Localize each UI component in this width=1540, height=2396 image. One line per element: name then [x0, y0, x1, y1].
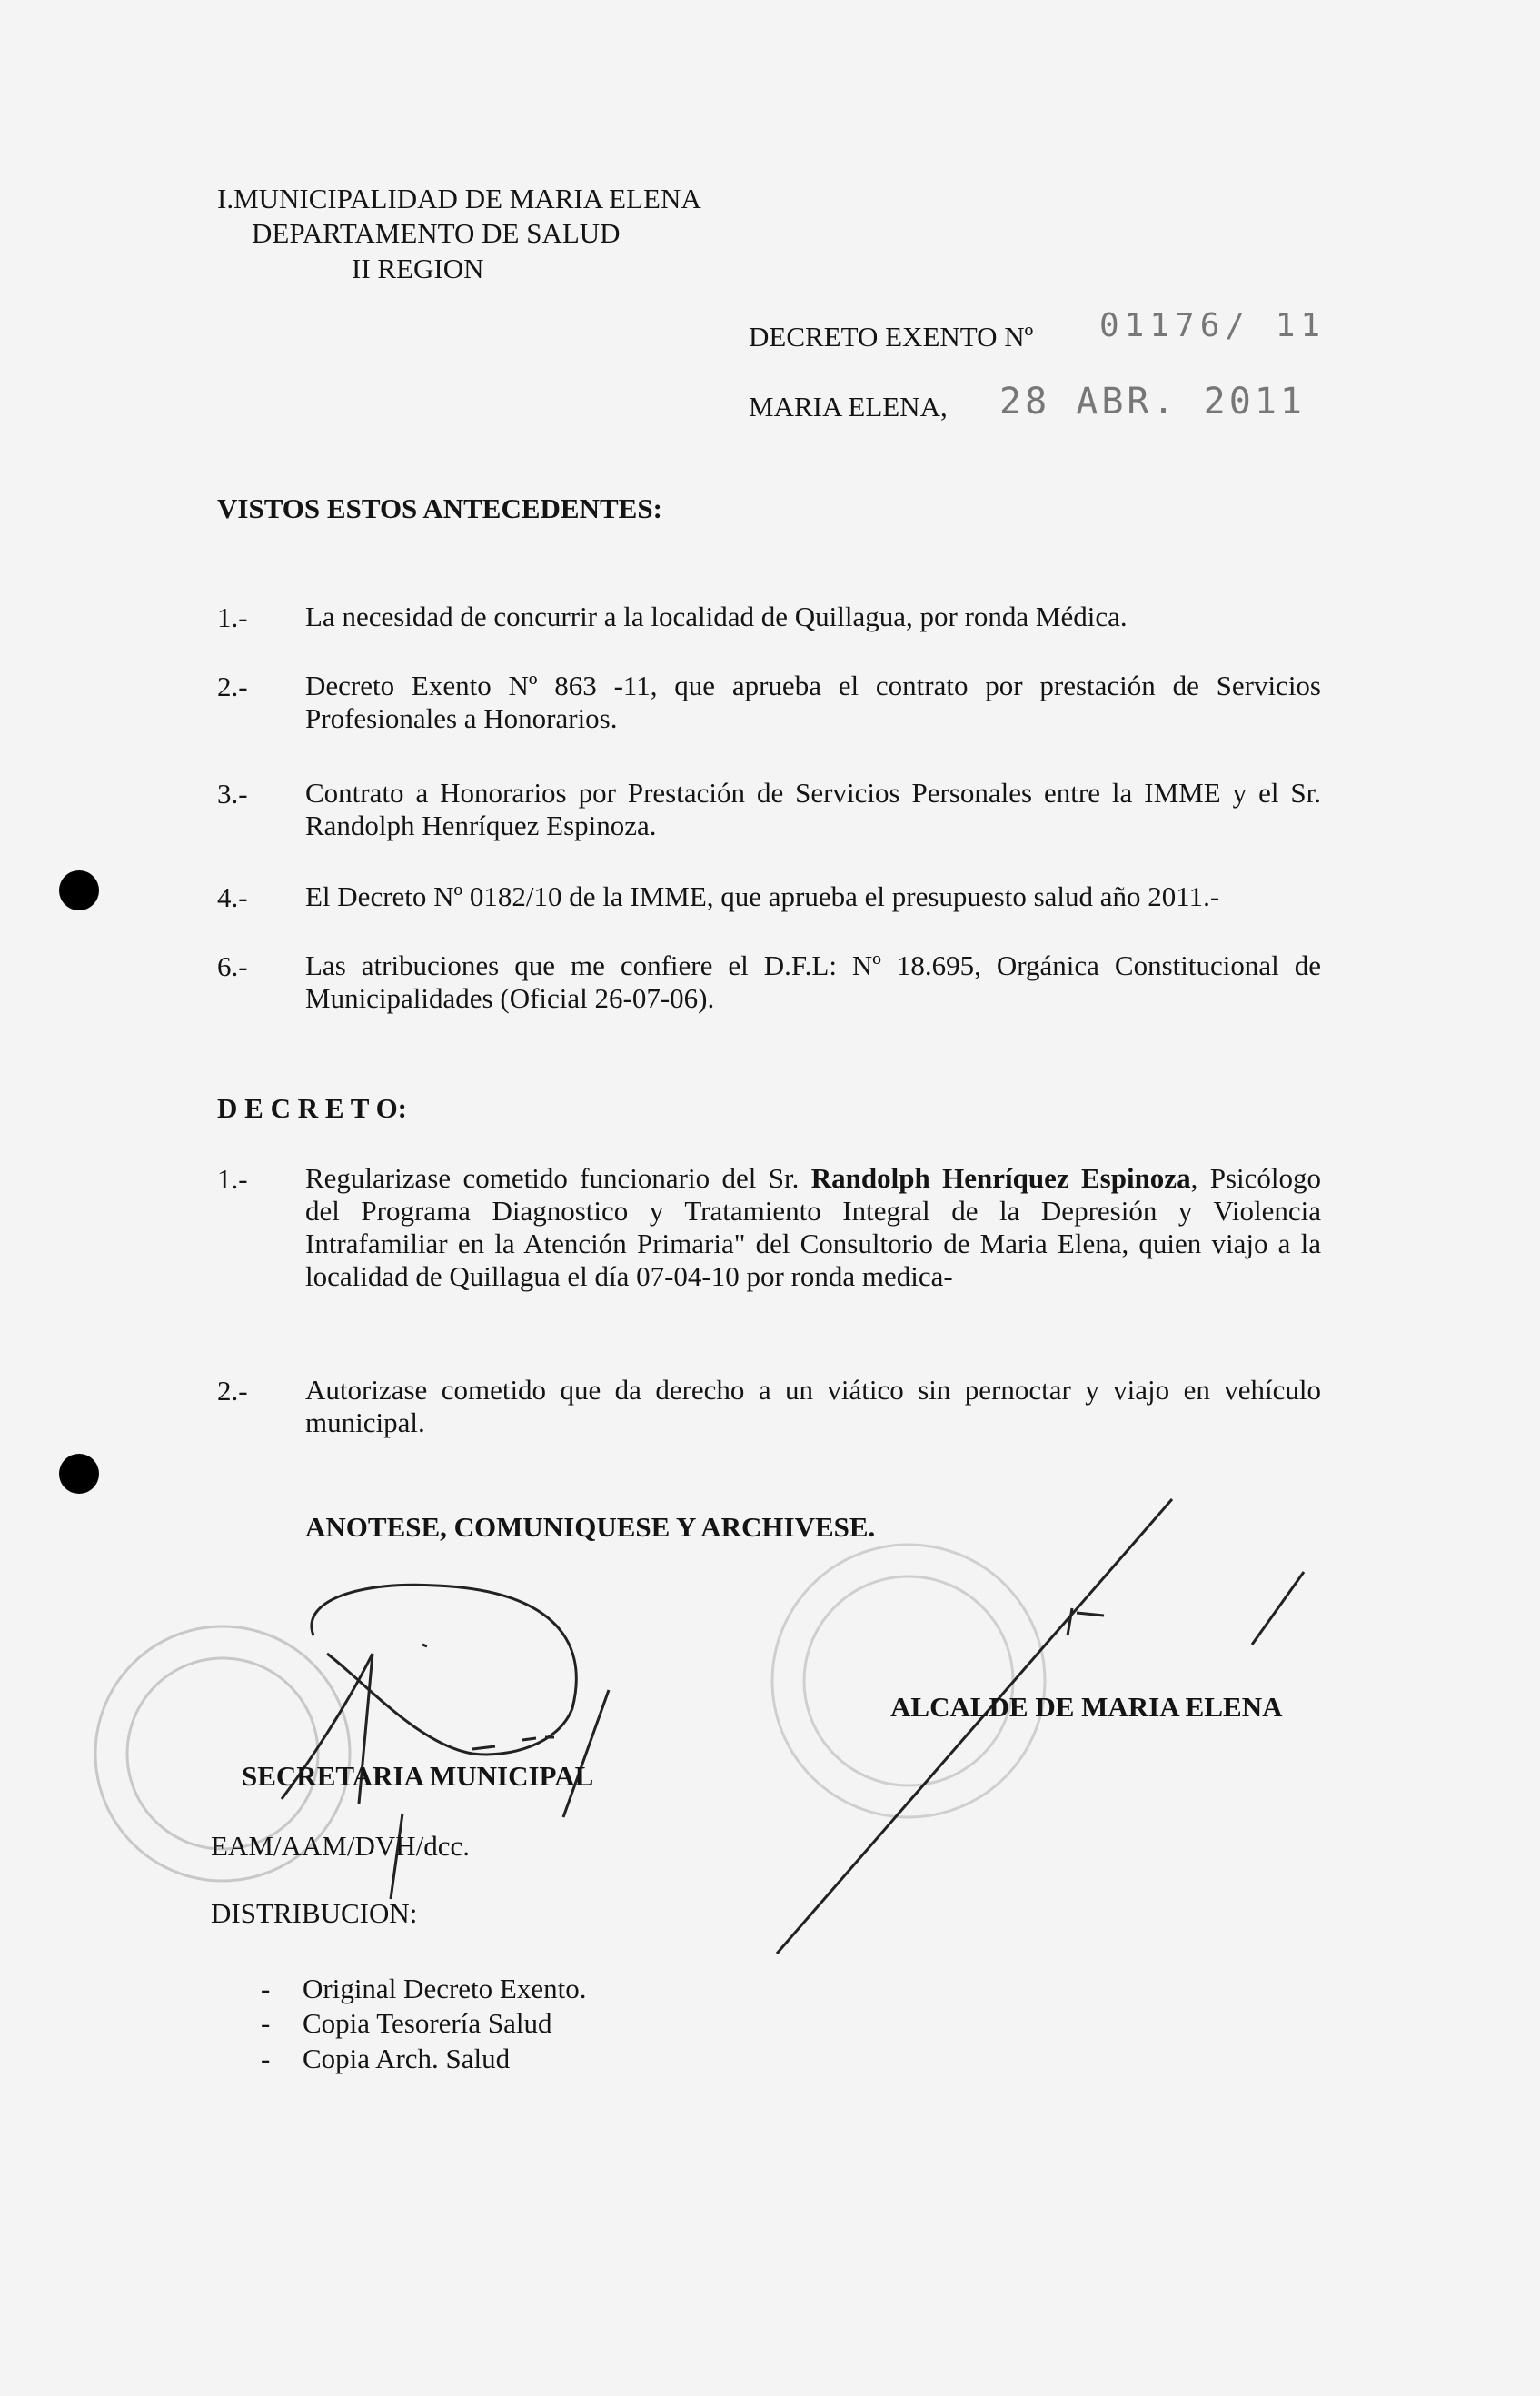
decree-number-stamp: 01176/ 11	[1099, 307, 1326, 344]
distribution-item: Original Decreto Exento.	[303, 1973, 587, 2004]
initials: EAM/AAM/DVH/dcc.	[211, 1830, 470, 1862]
decreto-item-number: 1.-	[217, 1163, 248, 1195]
decreto-item-pre: Regularizase cometido funcionario del Sr.	[305, 1162, 811, 1194]
distribution-dash: -	[261, 2007, 271, 2039]
vistos-item-text: Contrato a Honorarios por Prestación de Servicios Personales entre la IMME y el Sr. Randolph Henríquez Espinoza.	[305, 777, 1321, 841]
distribution-dash: -	[261, 1973, 271, 2004]
vistos-item-text: Decreto Exento Nº 863 -11, que aprueba el contrato por prestación de Servicios Profesionales a Honorarios.	[305, 670, 1321, 734]
vistos-item-text: El Decreto Nº 0182/10 de la IMME, que aprueba el presupuesto salud año 2011.-	[305, 880, 1220, 912]
decreto-heading: D E C R E T O:	[217, 1092, 408, 1124]
decreto-item-post: , Psicólogo del Programa Diagnostico y Tratamiento Integral de la Depresión y Violencia Intrafamiliar en la Atención Primaria" del Consultorio de Maria Elena, quien viajo a la localidad de Quillagua el día 07-04-10 por ronda medica-	[305, 1162, 1322, 1292]
secretary-title: SECRETARIA MUNICIPAL	[242, 1760, 594, 1792]
closing-text: ANOTESE, COMUNIQUESE Y ARCHIVESE.	[305, 1511, 876, 1543]
signature-mayor	[777, 1499, 1304, 1954]
vistos-heading: VISTOS ESTOS ANTECEDENTES:	[217, 492, 662, 524]
vistos-item-number: 6.-	[217, 950, 248, 982]
vistos-item-number: 3.-	[217, 778, 248, 810]
seal-mayor	[772, 1545, 1045, 1817]
decreto-item-number: 2.-	[217, 1375, 248, 1407]
vistos-item-number: 4.-	[217, 881, 248, 913]
decree-place: MARIA ELENA,	[749, 391, 948, 423]
header-line2: DEPARTAMENTO DE SALUD	[252, 217, 621, 249]
distribution-item: Copia Arch. Salud	[303, 2043, 511, 2074]
decreto-item-text: Autorizase cometido que da derecho a un viático sin pernoctar y viajo en vehículo municipal.	[305, 1374, 1321, 1438]
person-name: Randolph Henríquez Espinoza	[810, 1162, 1191, 1194]
distribution-heading: DISTRIBUCION:	[211, 1897, 418, 1929]
distribution-dash: -	[261, 2043, 271, 2074]
header-line3: II REGION	[352, 253, 484, 284]
vistos-item-number: 2.-	[217, 671, 248, 702]
distribution-item: Copia Tesorería Salud	[303, 2007, 552, 2039]
vistos-item-text: Las atribuciones que me confiere el D.F.L: Nº 18.695, Orgánica Constitucional de Municipalidades (Oficial 26-07-06).	[305, 949, 1321, 1014]
mayor-title: ALCALDE DE MARIA ELENA	[890, 1691, 1283, 1723]
decree-date-stamp: 28 ABR. 2011	[999, 381, 1306, 423]
vistos-item-number: 1.-	[217, 601, 248, 633]
decree-label: DECRETO EXENTO Nº	[749, 321, 1034, 353]
header-line1: I.MUNICIPALIDAD DE MARIA ELENA	[217, 183, 701, 214]
vistos-item-text: La necesidad de concurrir a la localidad de Quillagua, por ronda Médica.	[305, 601, 1128, 632]
